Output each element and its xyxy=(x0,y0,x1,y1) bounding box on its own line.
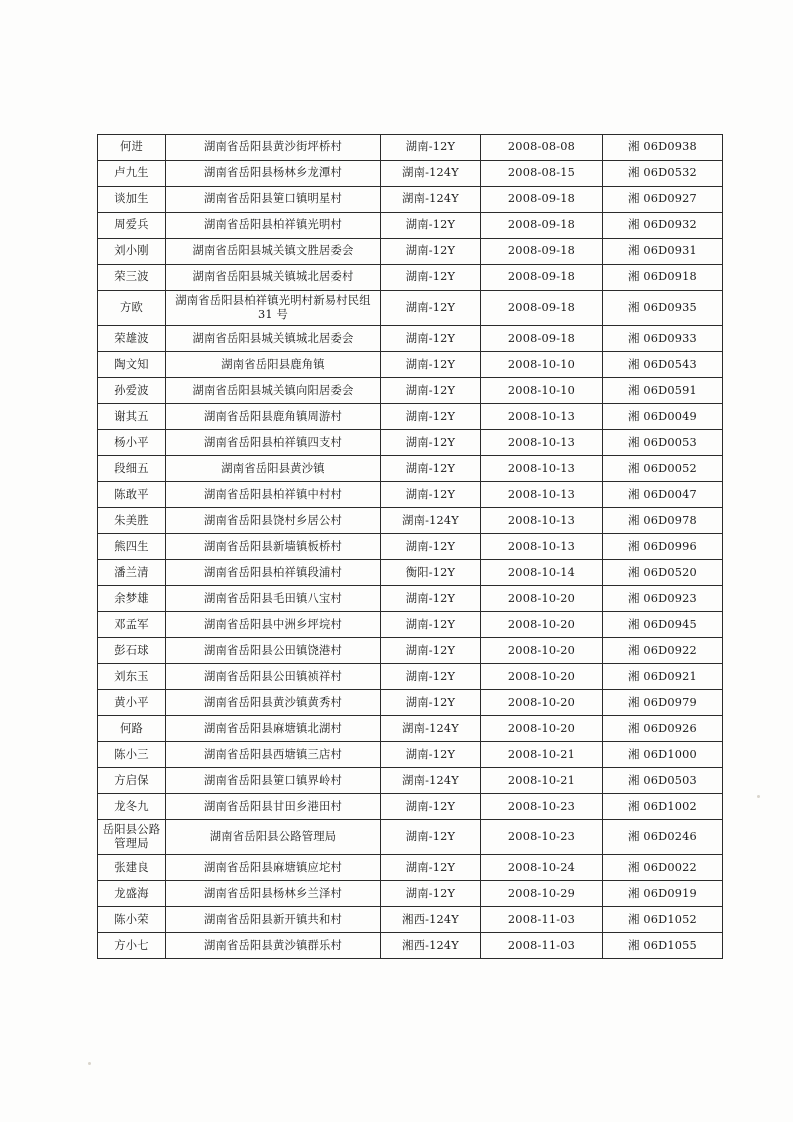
cell-date: 2008-10-10 xyxy=(481,378,603,404)
cell-type: 湖南-12Y xyxy=(381,664,481,690)
cell-date: 2008-10-13 xyxy=(481,404,603,430)
cell-address: 湖南省岳阳县新开镇共和村 xyxy=(166,907,381,933)
cell-type: 湖南-12Y xyxy=(381,586,481,612)
cell-type: 湖南-124Y xyxy=(381,716,481,742)
table-row xyxy=(98,907,723,933)
table-row xyxy=(98,378,723,404)
cell-type: 湖南-124Y xyxy=(381,161,481,187)
cell-address: 湖南省岳阳县中洲乡坪垸村 xyxy=(166,612,381,638)
cell-type: 湖南-12Y xyxy=(381,742,481,768)
cell-plate: 湘 06D0945 xyxy=(603,612,723,638)
cell-type: 湖南-12Y xyxy=(381,265,481,291)
cell-address: 湖南省岳阳县城关镇向阳居委会 xyxy=(166,378,381,404)
cell-type: 湖南-12Y xyxy=(381,612,481,638)
cell-type: 湖南-12Y xyxy=(381,404,481,430)
cell-name: 荣雄波 xyxy=(98,326,166,352)
table-row xyxy=(98,586,723,612)
cell-plate: 湘 06D1000 xyxy=(603,742,723,768)
cell-date: 2008-09-18 xyxy=(481,291,603,326)
cell-date: 2008-10-13 xyxy=(481,456,603,482)
cell-type: 湘西-124Y xyxy=(381,907,481,933)
cell-date: 2008-10-20 xyxy=(481,716,603,742)
cell-date: 2008-10-24 xyxy=(481,855,603,881)
cell-address: 湖南省岳阳县城关镇城北居委村 xyxy=(166,265,381,291)
cell-type: 湖南-12Y xyxy=(381,638,481,664)
table-row xyxy=(98,855,723,881)
cell-name: 方欧 xyxy=(98,291,166,326)
cell-date: 2008-10-29 xyxy=(481,881,603,907)
table-row xyxy=(98,187,723,213)
cell-plate: 湘 06D0022 xyxy=(603,855,723,881)
cell-address: 湖南省岳阳县西塘镇三店村 xyxy=(166,742,381,768)
cell-address: 湖南省岳阳县饶村乡居公村 xyxy=(166,508,381,534)
cell-address: 湖南省岳阳县麻塘镇应坨村 xyxy=(166,855,381,881)
cell-type: 衡阳-12Y xyxy=(381,560,481,586)
cell-name: 陶文知 xyxy=(98,352,166,378)
cell-name: 杨小平 xyxy=(98,430,166,456)
cell-name: 彭石球 xyxy=(98,638,166,664)
cell-plate: 湘 06D0935 xyxy=(603,291,723,326)
cell-name: 何路 xyxy=(98,716,166,742)
cell-address: 湖南省岳阳县公田镇饶港村 xyxy=(166,638,381,664)
cell-date: 2008-10-10 xyxy=(481,352,603,378)
cell-date: 2008-10-14 xyxy=(481,560,603,586)
cell-type: 湖南-12Y xyxy=(381,794,481,820)
cell-date: 2008-11-03 xyxy=(481,907,603,933)
cell-name: 朱美胜 xyxy=(98,508,166,534)
vehicle-registry-table xyxy=(97,134,723,959)
cell-plate: 湘 06D0933 xyxy=(603,326,723,352)
cell-plate: 湘 06D1002 xyxy=(603,794,723,820)
cell-name: 方启保 xyxy=(98,768,166,794)
table-row xyxy=(98,161,723,187)
cell-address: 湖南省岳阳县柏祥镇光明村 xyxy=(166,213,381,239)
cell-type: 湖南-12Y xyxy=(381,239,481,265)
cell-type: 湖南-12Y xyxy=(381,378,481,404)
cell-date: 2008-09-18 xyxy=(481,187,603,213)
cell-date: 2008-10-13 xyxy=(481,482,603,508)
cell-date: 2008-10-13 xyxy=(481,430,603,456)
cell-date: 2008-10-20 xyxy=(481,612,603,638)
cell-address: 湖南省岳阳县黄沙镇群乐村 xyxy=(166,933,381,959)
cell-plate: 湘 06D0532 xyxy=(603,161,723,187)
cell-plate: 湘 06D0047 xyxy=(603,482,723,508)
page-speck xyxy=(88,1062,91,1065)
cell-address: 湖南省岳阳县柏祥镇四支村 xyxy=(166,430,381,456)
table-row xyxy=(98,291,723,326)
cell-date: 2008-09-18 xyxy=(481,265,603,291)
cell-plate: 湘 06D0543 xyxy=(603,352,723,378)
cell-address: 湖南省岳阳县鹿角镇周游村 xyxy=(166,404,381,430)
cell-type: 湖南-12Y xyxy=(381,534,481,560)
cell-type: 湖南-12Y xyxy=(381,135,481,161)
cell-address: 湖南省岳阳县柏祥镇段浦村 xyxy=(166,560,381,586)
cell-address: 湖南省岳阳县筻口镇界岭村 xyxy=(166,768,381,794)
cell-type: 湖南-12Y xyxy=(381,430,481,456)
cell-name: 邓孟军 xyxy=(98,612,166,638)
cell-plate: 湘 06D0918 xyxy=(603,265,723,291)
cell-name: 段细五 xyxy=(98,456,166,482)
cell-plate: 湘 06D0996 xyxy=(603,534,723,560)
cell-name: 何进 xyxy=(98,135,166,161)
cell-name: 方小七 xyxy=(98,933,166,959)
cell-type: 湖南-12Y xyxy=(381,352,481,378)
cell-name: 余梦雄 xyxy=(98,586,166,612)
cell-date: 2008-10-23 xyxy=(481,794,603,820)
table-row xyxy=(98,239,723,265)
cell-address: 湖南省岳阳县城关镇城北居委会 xyxy=(166,326,381,352)
cell-plate: 湘 06D0979 xyxy=(603,690,723,716)
cell-plate: 湘 06D0919 xyxy=(603,881,723,907)
cell-date: 2008-10-21 xyxy=(481,768,603,794)
table-row xyxy=(98,768,723,794)
cell-name: 陈小三 xyxy=(98,742,166,768)
table-row xyxy=(98,456,723,482)
cell-plate: 湘 06D0927 xyxy=(603,187,723,213)
cell-name: 岳阳县公路管理局 xyxy=(98,820,166,855)
cell-plate: 湘 06D0978 xyxy=(603,508,723,534)
cell-name: 龙盛海 xyxy=(98,881,166,907)
table-row xyxy=(98,482,723,508)
cell-address: 湖南省岳阳县柏祥镇光明村新易村民组 31 号 xyxy=(166,291,381,326)
table-row xyxy=(98,326,723,352)
table-row xyxy=(98,560,723,586)
cell-address: 湖南省岳阳县新墙镇板桥村 xyxy=(166,534,381,560)
table-row xyxy=(98,213,723,239)
cell-date: 2008-10-20 xyxy=(481,586,603,612)
cell-type: 湖南-12Y xyxy=(381,456,481,482)
table-row xyxy=(98,135,723,161)
table-row xyxy=(98,690,723,716)
table-row xyxy=(98,430,723,456)
cell-name: 熊四生 xyxy=(98,534,166,560)
cell-date: 2008-10-13 xyxy=(481,508,603,534)
table-row xyxy=(98,612,723,638)
cell-address: 湖南省岳阳县筻口镇明星村 xyxy=(166,187,381,213)
cell-plate: 湘 06D0520 xyxy=(603,560,723,586)
cell-plate: 湘 06D0921 xyxy=(603,664,723,690)
cell-name: 刘东玉 xyxy=(98,664,166,690)
table-row xyxy=(98,716,723,742)
cell-date: 2008-10-20 xyxy=(481,664,603,690)
cell-name: 孙爱波 xyxy=(98,378,166,404)
cell-address: 湖南省岳阳县麻塘镇北湖村 xyxy=(166,716,381,742)
cell-plate: 湘 06D0246 xyxy=(603,820,723,855)
cell-address: 湖南省岳阳县黄沙街坪桥村 xyxy=(166,135,381,161)
cell-name: 周爱兵 xyxy=(98,213,166,239)
cell-type: 湖南-12Y xyxy=(381,326,481,352)
cell-plate: 湘 06D0931 xyxy=(603,239,723,265)
cell-plate: 湘 06D0926 xyxy=(603,716,723,742)
table-row xyxy=(98,664,723,690)
cell-type: 湖南-124Y xyxy=(381,768,481,794)
cell-address: 湖南省岳阳县毛田镇八宝村 xyxy=(166,586,381,612)
cell-type: 湖南-12Y xyxy=(381,213,481,239)
cell-type: 湖南-124Y xyxy=(381,187,481,213)
cell-address: 湖南省岳阳县杨林乡兰泽村 xyxy=(166,881,381,907)
cell-date: 2008-08-15 xyxy=(481,161,603,187)
table-row xyxy=(98,265,723,291)
cell-name: 潘兰清 xyxy=(98,560,166,586)
cell-name: 谢其五 xyxy=(98,404,166,430)
table-row xyxy=(98,794,723,820)
cell-address: 湖南省岳阳县柏祥镇中村村 xyxy=(166,482,381,508)
cell-date: 2008-11-03 xyxy=(481,933,603,959)
cell-type: 湖南-12Y xyxy=(381,820,481,855)
cell-name: 黄小平 xyxy=(98,690,166,716)
cell-name: 卢九生 xyxy=(98,161,166,187)
cell-type: 湖南-12Y xyxy=(381,482,481,508)
cell-date: 2008-10-20 xyxy=(481,690,603,716)
table-row xyxy=(98,742,723,768)
cell-name: 荣三波 xyxy=(98,265,166,291)
cell-date: 2008-10-23 xyxy=(481,820,603,855)
cell-address: 湖南省岳阳县杨林乡龙潭村 xyxy=(166,161,381,187)
vehicle-registry-table-wrapper xyxy=(97,134,722,959)
cell-type: 湖南-12Y xyxy=(381,855,481,881)
cell-name: 龙冬九 xyxy=(98,794,166,820)
table-row xyxy=(98,508,723,534)
cell-date: 2008-09-18 xyxy=(481,239,603,265)
cell-plate: 湘 06D0053 xyxy=(603,430,723,456)
cell-date: 2008-10-21 xyxy=(481,742,603,768)
cell-type: 湖南-12Y xyxy=(381,690,481,716)
table-body xyxy=(98,135,723,959)
cell-address: 湖南省岳阳县黄沙镇 xyxy=(166,456,381,482)
cell-date: 2008-08-08 xyxy=(481,135,603,161)
cell-plate: 湘 06D0938 xyxy=(603,135,723,161)
cell-plate: 湘 06D0591 xyxy=(603,378,723,404)
cell-plate: 湘 06D0503 xyxy=(603,768,723,794)
table-row xyxy=(98,534,723,560)
table-row xyxy=(98,638,723,664)
cell-address: 湖南省岳阳县公路管理局 xyxy=(166,820,381,855)
cell-date: 2008-10-13 xyxy=(481,534,603,560)
cell-address: 湖南省岳阳县公田镇祯祥村 xyxy=(166,664,381,690)
cell-type: 湖南-12Y xyxy=(381,881,481,907)
cell-plate: 湘 06D0922 xyxy=(603,638,723,664)
cell-plate: 湘 06D0049 xyxy=(603,404,723,430)
cell-plate: 湘 06D0932 xyxy=(603,213,723,239)
table-row xyxy=(98,881,723,907)
cell-name: 张建良 xyxy=(98,855,166,881)
cell-plate: 湘 06D1055 xyxy=(603,933,723,959)
cell-date: 2008-09-18 xyxy=(481,213,603,239)
table-row xyxy=(98,820,723,855)
cell-plate: 湘 06D1052 xyxy=(603,907,723,933)
cell-type: 湖南-12Y xyxy=(381,291,481,326)
cell-name: 陈小荣 xyxy=(98,907,166,933)
cell-type: 湖南-124Y xyxy=(381,508,481,534)
cell-address: 湖南省岳阳县城关镇文胜居委会 xyxy=(166,239,381,265)
cell-name: 刘小刚 xyxy=(98,239,166,265)
cell-name: 谈加生 xyxy=(98,187,166,213)
cell-name: 陈敢平 xyxy=(98,482,166,508)
cell-date: 2008-09-18 xyxy=(481,326,603,352)
table-row xyxy=(98,933,723,959)
cell-plate: 湘 06D0923 xyxy=(603,586,723,612)
cell-plate: 湘 06D0052 xyxy=(603,456,723,482)
cell-address: 湖南省岳阳县甘田乡港田村 xyxy=(166,794,381,820)
cell-address: 湖南省岳阳县鹿角镇 xyxy=(166,352,381,378)
cell-type: 湘西-124Y xyxy=(381,933,481,959)
table-row xyxy=(98,352,723,378)
page-speck xyxy=(757,795,760,798)
table-row xyxy=(98,404,723,430)
cell-address: 湖南省岳阳县黄沙镇黄秀村 xyxy=(166,690,381,716)
cell-date: 2008-10-20 xyxy=(481,638,603,664)
